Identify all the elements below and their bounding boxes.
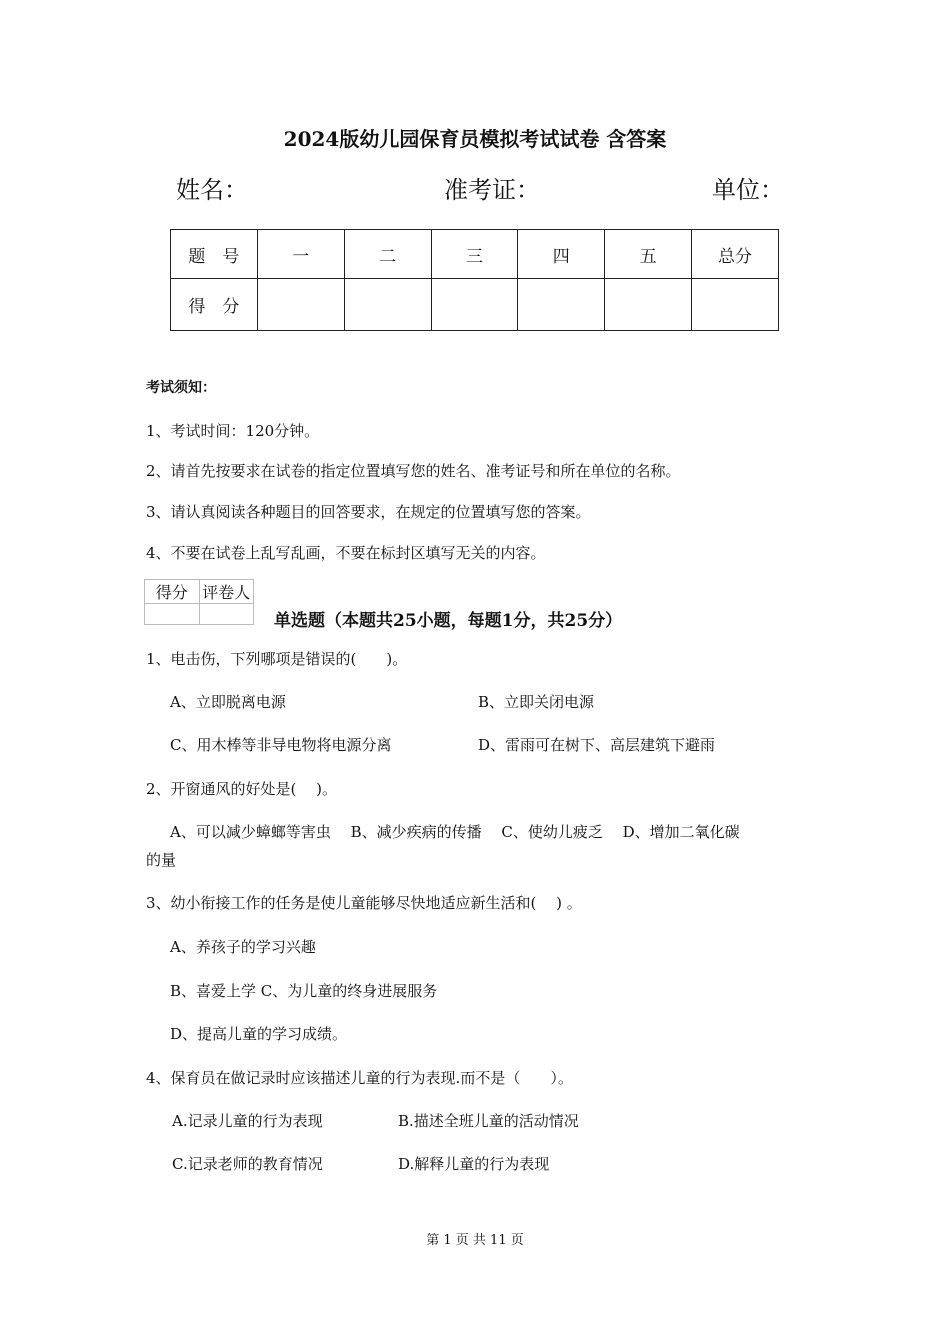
answer-option[interactable]: A、养孩子的学习兴趣 [170, 938, 316, 956]
answer-options-line[interactable]: 的量 [146, 851, 177, 869]
grader-score-label: 得分 [145, 580, 200, 604]
score-table-header-row [171, 230, 779, 279]
notice-item: 4、不要在试卷上乱写乱画，不要在标封区填写无关的内容。 [146, 544, 546, 562]
score-table-header-cell: 总分 [692, 230, 779, 279]
score-cell[interactable] [605, 279, 692, 331]
section-title: 单选题（本题共25小题，每题1分，共25分） [274, 611, 623, 631]
notice-item: 2、请首先按要求在试卷的指定位置填写您的姓名、准考证号和所在单位的名称。 [146, 462, 681, 480]
notice-heading: 考试须知： [146, 380, 216, 396]
page-title: 2024版幼儿园保育员模拟考试试卷 含答案 [283, 127, 667, 151]
answer-option[interactable]: B、立即关闭电源 [478, 693, 595, 711]
score-table-header-cell: 一 [257, 230, 344, 279]
answer-option[interactable]: B、喜爱上学 C、为儿童的终身进展服务 [170, 982, 438, 1000]
score-table-header-cell: 三 [431, 230, 518, 279]
score-cell[interactable] [431, 279, 518, 331]
answer-option[interactable]: A、立即脱离电源 [170, 693, 286, 711]
score-cell[interactable] [518, 279, 605, 331]
notice-item: 3、请认真阅读各种题目的回答要求，在规定的位置填写您的答案。 [146, 503, 591, 521]
grader-name-cell[interactable] [199, 604, 254, 625]
name-field-label: 姓名： [176, 176, 248, 204]
grader-score-cell[interactable] [145, 604, 200, 625]
unit-field-label: 单位： [712, 176, 784, 204]
score-table-row-label: 得 分 [171, 279, 258, 331]
score-table-header-cell: 题 号 [171, 230, 258, 279]
exam-id-field-label: 准考证： [444, 176, 540, 204]
question-stem: 2、开窗通风的好处是( )。 [146, 780, 338, 798]
grader-name-label: 评卷人 [199, 580, 254, 604]
question-stem: 1、电击伤，下列哪项是错误的( )。 [146, 650, 408, 668]
score-table-header-cell: 二 [344, 230, 431, 279]
answer-option[interactable]: B.描述全班儿童的活动情况 [398, 1112, 579, 1130]
page-footer: 第 1 页 共 11 页 [426, 1233, 524, 1248]
answer-option[interactable]: D、提高儿童的学习成绩。 [170, 1025, 348, 1043]
score-table [170, 229, 779, 331]
score-table-score-row [171, 279, 779, 331]
score-table-header-cell: 四 [518, 230, 605, 279]
score-cell[interactable] [692, 279, 779, 331]
answer-option[interactable]: D、雷雨可在树下、高层建筑下避雨 [478, 736, 716, 754]
answer-option[interactable]: C、用木棒等非导电物将电源分离 [170, 736, 392, 754]
score-cell[interactable] [257, 279, 344, 331]
score-table-header-cell: 五 [605, 230, 692, 279]
answer-option[interactable]: C.记录老师的教育情况 [172, 1155, 323, 1173]
score-cell[interactable] [344, 279, 431, 331]
answer-options-line[interactable]: A、可以减少蟑螂等害虫 B、减少疾病的传播 C、使幼儿疲乏 D、增加二氧化碳 [170, 823, 740, 841]
question-stem: 4、保育员在做记录时应该描述儿童的行为表现.而不是（ ）。 [146, 1069, 573, 1087]
grader-box [144, 579, 254, 625]
answer-option[interactable]: A.记录儿童的行为表现 [172, 1112, 323, 1130]
question-stem: 3、幼小衔接工作的任务是使儿童能够尽快地适应新生活和( ) 。 [146, 894, 582, 912]
notice-item: 1、考试时间：120分钟。 [146, 422, 320, 440]
answer-option[interactable]: D.解释儿童的行为表现 [398, 1155, 550, 1173]
